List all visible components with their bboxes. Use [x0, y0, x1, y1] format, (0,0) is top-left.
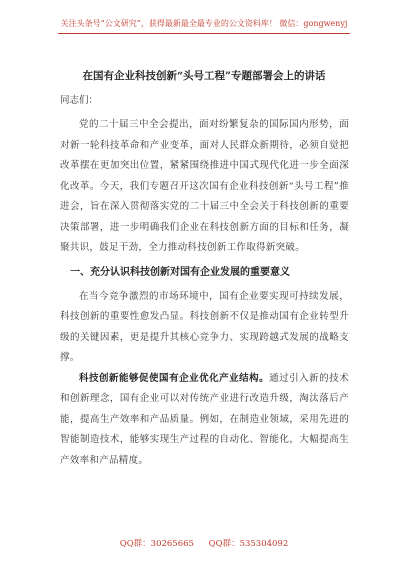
footer-qq-group-2: QQ群：535304092: [208, 539, 289, 549]
paragraph-body: 通过引入新的技术和创新理念，国有企业可以对传统产业进行改造升级，淘汰落后产能，提高生产效率和产品质量。例如，在制造业领域，采用先进的智能制造技术，能够实现生产过程的自动化、智能化，大幅提高生产效率和产品精度。: [60, 372, 349, 466]
document-body: [60, 92, 349, 471]
header-banner: 关注头条号“公文研究”，获得最新最全最专业的公文资料库！ 微信：gongwenyj: [60, 19, 348, 28]
paragraph-lead-bold: 科技创新能够促使国有企业优化产业结构。: [79, 372, 270, 384]
footer: [0, 537, 408, 549]
section-heading-1: 一、充分认识科技创新对国有企业发展的重要意义: [70, 266, 290, 278]
paragraph-industrial-structure: [60, 369, 349, 472]
paragraph-intro: 党的二十届三中全会提出，面对纷繁复杂的国际国内形势，面对新一轮科技革命和产业变革，面对人民群众新期待，必须自觉把改革摆在更加突出位置，紧紧围绕推进中国式现代化进一步全面深化改革。今天，我们专题召开这次国有企业科技创新“头号工程”推进会，旨在深入贯彻落实党的二十届三中全会关于科技创新的重要决策部署，进一步明确我们企业在科技创新方面的目标和任务，凝聚共识，鼓足干劲，全力推动科技创新工作取得新突破。: [60, 119, 349, 253]
footer-qq-group-1: QQ群：30265665: [119, 539, 194, 549]
salutation: 同志们：: [60, 95, 99, 106]
header-divider: [58, 33, 350, 34]
paragraph-significance: 在当今竞争激烈的市场环境中，国有企业要实现可持续发展，科技创新的重要性愈发凸显。科技创新不仅是推动国有企业转型升级的关键因素，更是提升其核心竞争力、实现跨越式发展的战略支撑。: [60, 290, 349, 363]
document-title: 在国有企业科技创新“头号工程”专题部署会上的讲话: [82, 70, 326, 82]
